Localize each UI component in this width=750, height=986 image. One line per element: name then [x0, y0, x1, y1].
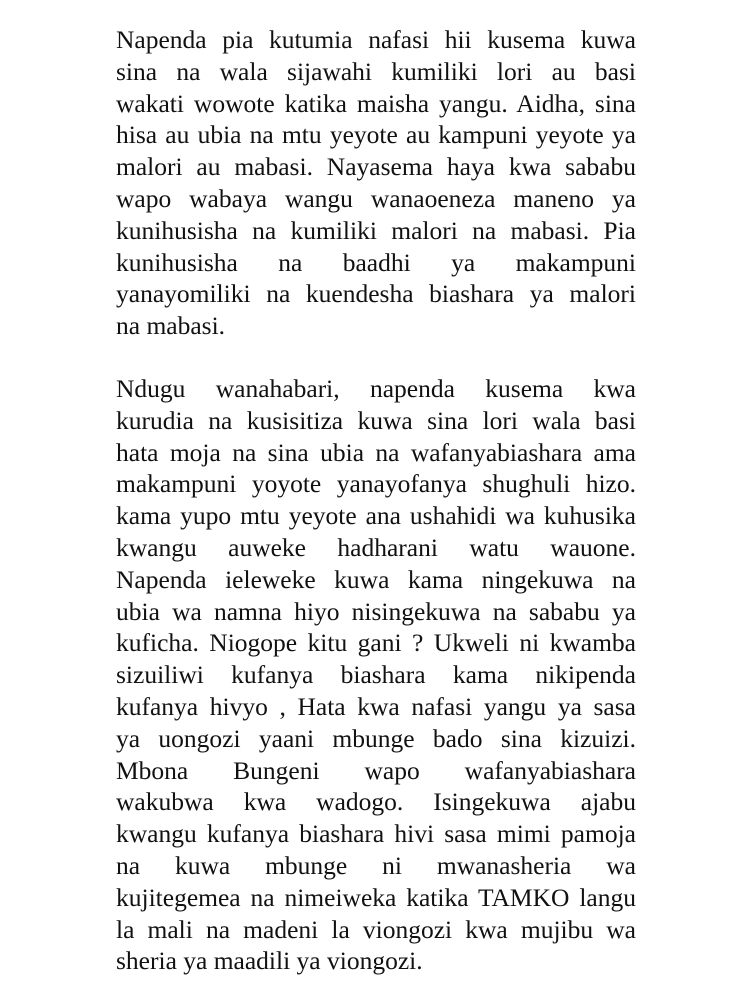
- text-line: sizuiliwi kufanya biashara kama nikipenda: [116, 660, 636, 690]
- text-line: kwangu kufanya biashara hivi sasa mimi pamoja: [116, 819, 636, 849]
- text-line: na kuwa mbunge ni mwanasheria wa: [116, 850, 636, 880]
- text-line: kwangu auweke hadharani watu wauone.: [116, 532, 636, 562]
- text-line: kama yupo mtu yeyote ana ushahidi wa kuhusika: [116, 501, 636, 531]
- text-line: wakati wowote katika maisha yangu. Aidha, sina: [116, 88, 636, 118]
- paragraph-2: [116, 373, 636, 977]
- text-line: kujitegemea na nimeiweka katika TAMKO langu: [116, 882, 636, 912]
- text-line: ubia wa namna hiyo nisingekuwa na sababu ya: [116, 596, 636, 626]
- text-line: malori au mabasi. Nayasema haya kwa sababu: [116, 152, 636, 182]
- text-line: Napenda ieleweke kuwa kama ningekuwa na: [116, 564, 636, 594]
- text-line: kunihusisha na baadhi ya makampuni: [116, 247, 636, 277]
- text-line: sina na wala sijawahi kumiliki lori au basi: [116, 56, 636, 86]
- text-line: kufanya hivyo , Hata kwa nafasi yangu ya sasa: [116, 691, 636, 721]
- text-line: kunihusisha na kumiliki malori na mabasi. Pia: [116, 215, 636, 245]
- text-line: na mabasi.: [116, 311, 226, 341]
- text-line: sheria ya maadili ya viongozi.: [116, 946, 423, 976]
- document-body: [116, 24, 636, 977]
- text-line: Napenda pia kutumia nafasi hii kusema kuwa: [116, 25, 636, 54]
- text-line: kuficha. Niogope kitu gani ? Ukweli ni kwamba: [116, 628, 636, 658]
- text-line: ya uongozi yaani mbunge bado sina kizuizi.: [116, 723, 636, 753]
- text-line: Ndugu wanahabari, napenda kusema kwa: [116, 373, 636, 403]
- text-line: wakubwa kwa wadogo. Isingekuwa ajabu: [116, 787, 636, 817]
- text-line: kurudia na kusisitiza kuwa sina lori wala basi: [116, 405, 636, 435]
- text-line: makampuni yoyote yanayofanya shughuli hizo.: [116, 469, 636, 499]
- paragraph-1: [116, 24, 636, 342]
- text-line: hata moja na sina ubia na wafanyabiashara ama: [116, 437, 636, 467]
- text-line: Mbona Bungeni wapo wafanyabiashara: [116, 755, 636, 785]
- text-line: hisa au ubia na mtu yeyote au kampuni yeyote ya: [116, 120, 636, 150]
- text-line: yanayomiliki na kuendesha biashara ya malori: [116, 279, 636, 309]
- text-line: la mali na madeni la viongozi kwa mujibu wa: [116, 914, 636, 944]
- text-line: wapo wabaya wangu wanaoeneza maneno ya: [116, 183, 636, 213]
